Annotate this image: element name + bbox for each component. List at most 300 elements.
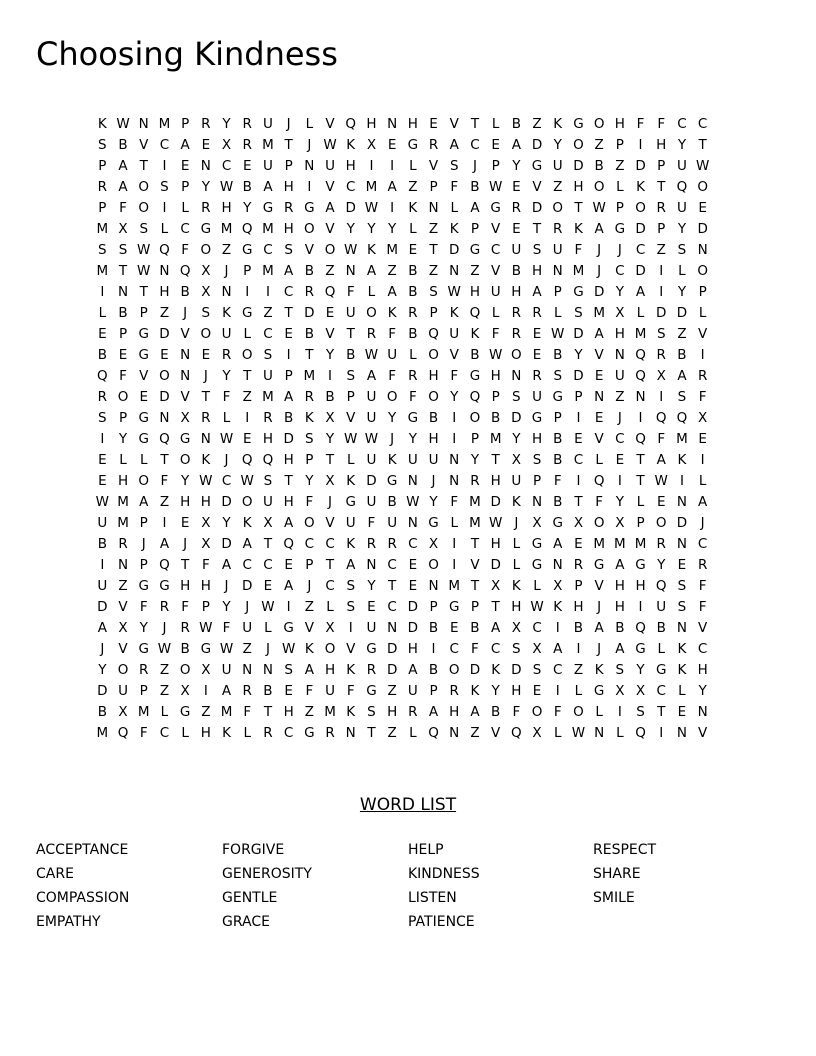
grid-letter: I bbox=[286, 347, 291, 363]
grid-letter: E bbox=[698, 431, 707, 447]
grid-letter: F bbox=[636, 116, 645, 132]
grid-letter: Y bbox=[677, 221, 687, 237]
grid-letter: Y bbox=[512, 158, 521, 174]
grid-letter: L bbox=[409, 221, 417, 237]
grid-letter: D bbox=[242, 578, 253, 594]
grid-letter: P bbox=[346, 389, 355, 405]
grid-letter: Y bbox=[574, 347, 583, 363]
grid-letter: S bbox=[346, 578, 356, 594]
grid-letter: S bbox=[284, 242, 293, 258]
grid-letter: E bbox=[512, 179, 521, 195]
grid-letter: N bbox=[594, 389, 605, 405]
grid-row bbox=[92, 282, 732, 303]
grid-letter: X bbox=[325, 410, 335, 426]
grid-letter: O bbox=[593, 515, 605, 531]
grid-letter: A bbox=[470, 200, 480, 216]
grid-letter: B bbox=[97, 536, 107, 552]
grid-letter: F bbox=[222, 620, 231, 636]
grid-letter: I bbox=[576, 641, 581, 657]
grid-letter: U bbox=[262, 368, 273, 384]
grid-letter: T bbox=[574, 494, 583, 510]
grid-letter: F bbox=[139, 725, 148, 741]
grid-letter: Y bbox=[222, 368, 231, 384]
grid-letter: K bbox=[511, 494, 521, 510]
grid-letter: Y bbox=[98, 662, 107, 678]
grid-letter: A bbox=[242, 536, 252, 552]
grid-letter: G bbox=[200, 221, 212, 237]
grid-letter: H bbox=[407, 641, 418, 657]
grid-letter: V bbox=[325, 116, 335, 132]
grid-letter: A bbox=[284, 578, 294, 594]
grid-letter: C bbox=[697, 536, 708, 552]
grid-letter: P bbox=[657, 221, 666, 237]
grid-letter: B bbox=[594, 158, 604, 174]
grid-letter: H bbox=[283, 704, 294, 720]
grid-letter: P bbox=[429, 599, 438, 615]
grid-letter: F bbox=[595, 494, 604, 510]
grid-letter: O bbox=[179, 452, 191, 468]
grid-letter: W bbox=[137, 263, 151, 279]
grid-letter: V bbox=[491, 263, 501, 279]
grid-letter: H bbox=[573, 599, 584, 615]
grid-letter: Q bbox=[179, 263, 191, 279]
grid-letter: N bbox=[676, 620, 687, 636]
grid-letter: S bbox=[532, 242, 542, 258]
grid-letter: M bbox=[634, 536, 647, 552]
grid-letter: T bbox=[305, 347, 314, 363]
grid-letter: N bbox=[676, 536, 687, 552]
grid-letter: G bbox=[407, 410, 419, 426]
grid-letter: E bbox=[139, 389, 148, 405]
grid-letter: W bbox=[344, 431, 358, 447]
grid-letter: G bbox=[386, 473, 398, 489]
grid-letter: U bbox=[428, 452, 439, 468]
grid-letter: J bbox=[286, 116, 291, 132]
grid-letter: D bbox=[531, 200, 543, 216]
grid-letter: T bbox=[491, 452, 500, 468]
grid-letter: N bbox=[407, 515, 418, 531]
grid-letter: M bbox=[262, 221, 274, 237]
grid-letter: I bbox=[659, 389, 664, 405]
grid-letter: A bbox=[635, 284, 646, 300]
grid-letter: T bbox=[636, 452, 645, 468]
grid-letter: O bbox=[593, 116, 605, 132]
grid-letter: R bbox=[470, 473, 480, 489]
grid-letter: D bbox=[490, 557, 501, 573]
grid-letter: C bbox=[532, 620, 542, 636]
word-list-item: PATIENCE bbox=[408, 914, 475, 930]
grid-letter: T bbox=[470, 578, 480, 594]
grid-letter: E bbox=[574, 431, 583, 447]
grid-letter: B bbox=[97, 704, 107, 720]
grid-row bbox=[92, 618, 732, 639]
grid-letter: N bbox=[552, 557, 563, 573]
grid-letter: Q bbox=[159, 431, 170, 447]
grid-letter: L bbox=[139, 452, 148, 468]
grid-letter: G bbox=[593, 557, 605, 573]
grid-letter: B bbox=[656, 620, 666, 636]
grid-letter: R bbox=[697, 557, 708, 573]
grid-letter: A bbox=[677, 368, 687, 384]
grid-letter: T bbox=[636, 473, 645, 489]
grid-letter: Z bbox=[201, 704, 211, 720]
grid-letter: Y bbox=[325, 347, 335, 363]
grid-letter: N bbox=[366, 557, 377, 573]
grid-letter: P bbox=[470, 221, 480, 237]
grid-letter: V bbox=[304, 620, 314, 636]
grid-letter: Z bbox=[573, 662, 584, 678]
grid-row bbox=[92, 723, 732, 744]
grid-letter: U bbox=[366, 494, 377, 510]
grid-letter: R bbox=[304, 389, 315, 405]
grid-row bbox=[92, 471, 732, 492]
grid-letter: I bbox=[390, 158, 395, 174]
grid-letter: A bbox=[159, 536, 170, 552]
grid-row bbox=[92, 219, 732, 240]
grid-letter: Q bbox=[428, 326, 439, 342]
grid-letter: Y bbox=[636, 662, 645, 678]
grid-letter: B bbox=[387, 494, 397, 510]
grid-letter: B bbox=[180, 284, 190, 300]
grid-letter: A bbox=[408, 662, 418, 678]
grid-letter: S bbox=[532, 452, 542, 468]
grid-row bbox=[92, 387, 732, 408]
grid-letter: C bbox=[553, 662, 563, 678]
grid-letter: X bbox=[553, 578, 563, 594]
grid-letter: M bbox=[117, 494, 129, 510]
grid-letter: F bbox=[305, 494, 314, 510]
grid-letter: J bbox=[700, 515, 705, 531]
grid-letter: Z bbox=[615, 389, 625, 405]
grid-letter: Q bbox=[511, 725, 522, 741]
grid-letter: Y bbox=[698, 683, 707, 699]
grid-letter: S bbox=[512, 641, 521, 657]
grid-letter: I bbox=[452, 557, 457, 573]
grid-letter: Z bbox=[387, 263, 397, 279]
grid-letter: U bbox=[676, 200, 687, 216]
grid-letter: G bbox=[573, 116, 584, 132]
grid-letter: L bbox=[616, 179, 624, 195]
grid-letter: N bbox=[697, 242, 708, 258]
grid-letter: O bbox=[200, 242, 212, 258]
grid-letter: L bbox=[678, 683, 686, 699]
grid-letter: Y bbox=[118, 431, 128, 447]
grid-letter: S bbox=[656, 326, 666, 342]
grid-letter: X bbox=[615, 305, 625, 321]
word-list-heading: WORD LIST bbox=[359, 795, 457, 815]
grid-letter: O bbox=[324, 641, 336, 657]
grid-letter: W bbox=[95, 494, 110, 510]
grid-letter: O bbox=[448, 662, 460, 678]
grid-letter: O bbox=[138, 473, 150, 489]
grid-row bbox=[92, 408, 732, 429]
grid-letter: C bbox=[387, 557, 397, 573]
grid-letter: L bbox=[409, 725, 417, 741]
grid-row bbox=[92, 261, 732, 282]
grid-letter: L bbox=[491, 305, 500, 321]
grid-letter: Z bbox=[470, 263, 480, 279]
grid-letter: X bbox=[698, 410, 708, 426]
grid-letter: B bbox=[470, 179, 480, 195]
grid-letter: M bbox=[386, 242, 398, 258]
word-list-item: COMPASSION bbox=[36, 890, 130, 906]
grid-letter: L bbox=[553, 725, 562, 741]
grid-letter: C bbox=[615, 431, 625, 447]
grid-letter: H bbox=[200, 578, 211, 594]
grid-letter: X bbox=[615, 515, 625, 531]
grid-letter: R bbox=[242, 137, 252, 153]
grid-letter: H bbox=[614, 578, 625, 594]
grid-letter: F bbox=[450, 179, 459, 195]
grid-letter: G bbox=[573, 284, 584, 300]
grid-letter: G bbox=[469, 242, 481, 258]
grid-letter: Q bbox=[345, 116, 357, 132]
grid-letter: R bbox=[553, 221, 563, 237]
grid-letter: W bbox=[261, 599, 275, 615]
word-list-item: FORGIVE bbox=[222, 842, 285, 858]
grid-letter: H bbox=[180, 578, 191, 594]
grid-letter: F bbox=[160, 473, 169, 489]
grid-letter: V bbox=[491, 725, 501, 741]
grid-letter: D bbox=[97, 599, 108, 615]
grid-letter: O bbox=[428, 347, 439, 363]
grid-letter: I bbox=[245, 284, 250, 300]
grid-letter: K bbox=[346, 704, 356, 720]
grid-row bbox=[92, 156, 732, 177]
grid-row bbox=[92, 513, 732, 534]
grid-letter: C bbox=[325, 536, 335, 552]
grid-letter: X bbox=[201, 536, 211, 552]
grid-letter: D bbox=[573, 158, 584, 174]
grid-letter: L bbox=[409, 158, 417, 174]
grid-letter: T bbox=[160, 452, 169, 468]
grid-letter: Z bbox=[242, 641, 252, 657]
grid-letter: D bbox=[635, 158, 646, 174]
grid-letter: H bbox=[283, 452, 294, 468]
grid-letter: B bbox=[118, 305, 128, 321]
grid-letter: G bbox=[138, 431, 149, 447]
grid-letter: E bbox=[387, 137, 397, 153]
grid-letter: A bbox=[180, 137, 190, 153]
grid-letter: Z bbox=[470, 725, 480, 741]
grid-letter: I bbox=[555, 683, 560, 699]
grid-letter: Z bbox=[159, 305, 170, 321]
grid-letter: L bbox=[698, 473, 707, 489]
grid-letter: U bbox=[97, 515, 108, 531]
grid-letter: D bbox=[511, 662, 522, 678]
grid-letter: X bbox=[635, 683, 646, 699]
grid-letter: B bbox=[242, 179, 252, 195]
grid-letter: S bbox=[532, 662, 542, 678]
grid-letter: R bbox=[242, 116, 252, 132]
grid-letter: R bbox=[511, 326, 522, 342]
grid-letter: E bbox=[429, 116, 438, 132]
grid-letter: X bbox=[532, 515, 542, 531]
grid-letter: I bbox=[638, 137, 643, 153]
grid-letter: V bbox=[325, 326, 335, 342]
grid-letter: Y bbox=[470, 452, 480, 468]
grid-letter: G bbox=[552, 515, 563, 531]
grid-letter: R bbox=[304, 284, 315, 300]
grid-letter: D bbox=[407, 620, 419, 636]
grid-letter: L bbox=[512, 557, 521, 573]
grid-letter: M bbox=[676, 431, 688, 447]
grid-row bbox=[92, 429, 732, 450]
grid-letter: Y bbox=[491, 683, 500, 699]
grid-letter: V bbox=[470, 557, 480, 573]
grid-letter: Y bbox=[305, 473, 314, 489]
grid-letter: Y bbox=[512, 431, 521, 447]
grid-letter: H bbox=[200, 725, 211, 741]
grid-row bbox=[92, 534, 732, 555]
grid-letter: N bbox=[180, 368, 191, 384]
grid-letter: Z bbox=[428, 263, 439, 279]
grid-letter: N bbox=[676, 494, 687, 510]
grid-letter: Z bbox=[118, 578, 128, 594]
grid-letter: N bbox=[428, 200, 439, 216]
grid-letter: F bbox=[181, 599, 190, 615]
word-list-item: SHARE bbox=[593, 866, 641, 882]
grid-letter: Y bbox=[325, 431, 335, 447]
grid-letter: L bbox=[678, 263, 686, 279]
grid-letter: K bbox=[677, 662, 687, 678]
grid-letter: B bbox=[346, 347, 356, 363]
grid-letter: E bbox=[698, 200, 707, 216]
grid-letter: W bbox=[488, 515, 503, 531]
grid-letter: T bbox=[429, 242, 438, 258]
grid-letter: M bbox=[262, 389, 274, 405]
grid-letter: P bbox=[201, 599, 210, 615]
grid-letter: M bbox=[220, 704, 233, 720]
grid-letter: S bbox=[553, 368, 563, 384]
grid-letter: W bbox=[551, 326, 565, 342]
grid-letter: T bbox=[657, 179, 666, 195]
grid-letter: T bbox=[284, 137, 293, 153]
grid-letter: A bbox=[491, 620, 501, 636]
grid-letter: R bbox=[97, 179, 108, 195]
grid-letter: P bbox=[470, 599, 480, 615]
grid-letter: V bbox=[139, 368, 149, 384]
grid-letter: C bbox=[635, 242, 646, 258]
grid-letter: U bbox=[118, 683, 128, 699]
grid-letter: S bbox=[284, 662, 293, 678]
grid-letter: H bbox=[117, 473, 129, 489]
grid-letter: F bbox=[346, 284, 355, 300]
grid-letter: Z bbox=[304, 704, 314, 720]
grid-letter: N bbox=[200, 431, 211, 447]
grid-letter: U bbox=[221, 662, 232, 678]
grid-letter: Y bbox=[388, 410, 397, 426]
grid-letter: H bbox=[531, 431, 543, 447]
grid-letter: S bbox=[615, 662, 625, 678]
grid-letter: R bbox=[180, 620, 190, 636]
grid-letter: F bbox=[657, 116, 666, 132]
grid-letter: P bbox=[636, 515, 645, 531]
grid-letter: W bbox=[530, 599, 544, 615]
grid-letter: H bbox=[614, 326, 625, 342]
grid-letter: I bbox=[245, 410, 250, 426]
grid-letter: K bbox=[222, 725, 231, 741]
word-list-item: GENEROSITY bbox=[222, 866, 312, 882]
grid-letter: F bbox=[388, 368, 397, 384]
grid-letter: S bbox=[98, 242, 107, 258]
grid-letter: I bbox=[700, 347, 705, 363]
grid-letter: Z bbox=[387, 683, 397, 699]
word-list-item: HELP bbox=[408, 842, 444, 858]
grid-letter: M bbox=[96, 725, 109, 741]
grid-letter: C bbox=[242, 557, 252, 573]
grid-letter: M bbox=[158, 116, 171, 132]
grid-letter: U bbox=[449, 326, 460, 342]
grid-letter: W bbox=[344, 242, 358, 258]
grid-letter: D bbox=[593, 284, 605, 300]
grid-letter: K bbox=[574, 221, 583, 237]
grid-letter: I bbox=[659, 263, 664, 279]
grid-letter: R bbox=[366, 326, 377, 342]
grid-letter: Q bbox=[593, 473, 605, 489]
grid-letter: B bbox=[428, 662, 439, 678]
grid-letter: P bbox=[305, 557, 314, 573]
grid-letter: D bbox=[676, 305, 688, 321]
grid-letter: E bbox=[98, 473, 107, 489]
grid-letter: A bbox=[118, 158, 128, 174]
grid-letter: X bbox=[221, 137, 232, 153]
grid-letter: Z bbox=[159, 683, 170, 699]
grid-letter: M bbox=[117, 515, 129, 531]
grid-letter: X bbox=[201, 515, 211, 531]
grid-letter: R bbox=[325, 725, 335, 741]
grid-letter: W bbox=[571, 725, 586, 741]
grid-letter: K bbox=[346, 137, 356, 153]
grid-letter: Q bbox=[635, 431, 646, 447]
grid-letter: H bbox=[428, 368, 439, 384]
grid-letter: U bbox=[532, 389, 542, 405]
grid-letter: P bbox=[139, 683, 148, 699]
grid-letter: X bbox=[325, 473, 335, 489]
grid-letter: M bbox=[96, 263, 109, 279]
grid-letter: P bbox=[574, 389, 583, 405]
grid-letter: U bbox=[614, 368, 625, 384]
grid-letter: R bbox=[532, 305, 542, 321]
grid-letter: H bbox=[469, 284, 481, 300]
grid-letter: V bbox=[594, 347, 604, 363]
grid-letter: N bbox=[635, 389, 646, 405]
grid-letter: K bbox=[553, 116, 563, 132]
grid-row bbox=[92, 597, 732, 618]
grid-letter: X bbox=[491, 578, 501, 594]
grid-letter: E bbox=[615, 452, 625, 468]
grid-letter: H bbox=[180, 494, 191, 510]
grid-letter: U bbox=[262, 158, 273, 174]
grid-letter: X bbox=[511, 452, 521, 468]
grid-letter: R bbox=[656, 200, 666, 216]
grid-letter: B bbox=[304, 326, 314, 342]
grid-letter: W bbox=[199, 620, 213, 636]
grid-letter: B bbox=[470, 347, 480, 363]
grid-letter: F bbox=[222, 389, 231, 405]
grid-letter: O bbox=[117, 389, 129, 405]
grid-letter: I bbox=[100, 557, 105, 573]
grid-letter: S bbox=[512, 389, 521, 405]
word-list bbox=[36, 840, 780, 940]
grid-letter: V bbox=[180, 326, 190, 342]
grid-letter: P bbox=[284, 158, 293, 174]
grid-letter: K bbox=[553, 599, 563, 615]
grid-letter: G bbox=[138, 641, 149, 657]
grid-letter: I bbox=[452, 431, 457, 447]
grid-letter: J bbox=[390, 431, 395, 447]
grid-letter: E bbox=[408, 557, 418, 573]
